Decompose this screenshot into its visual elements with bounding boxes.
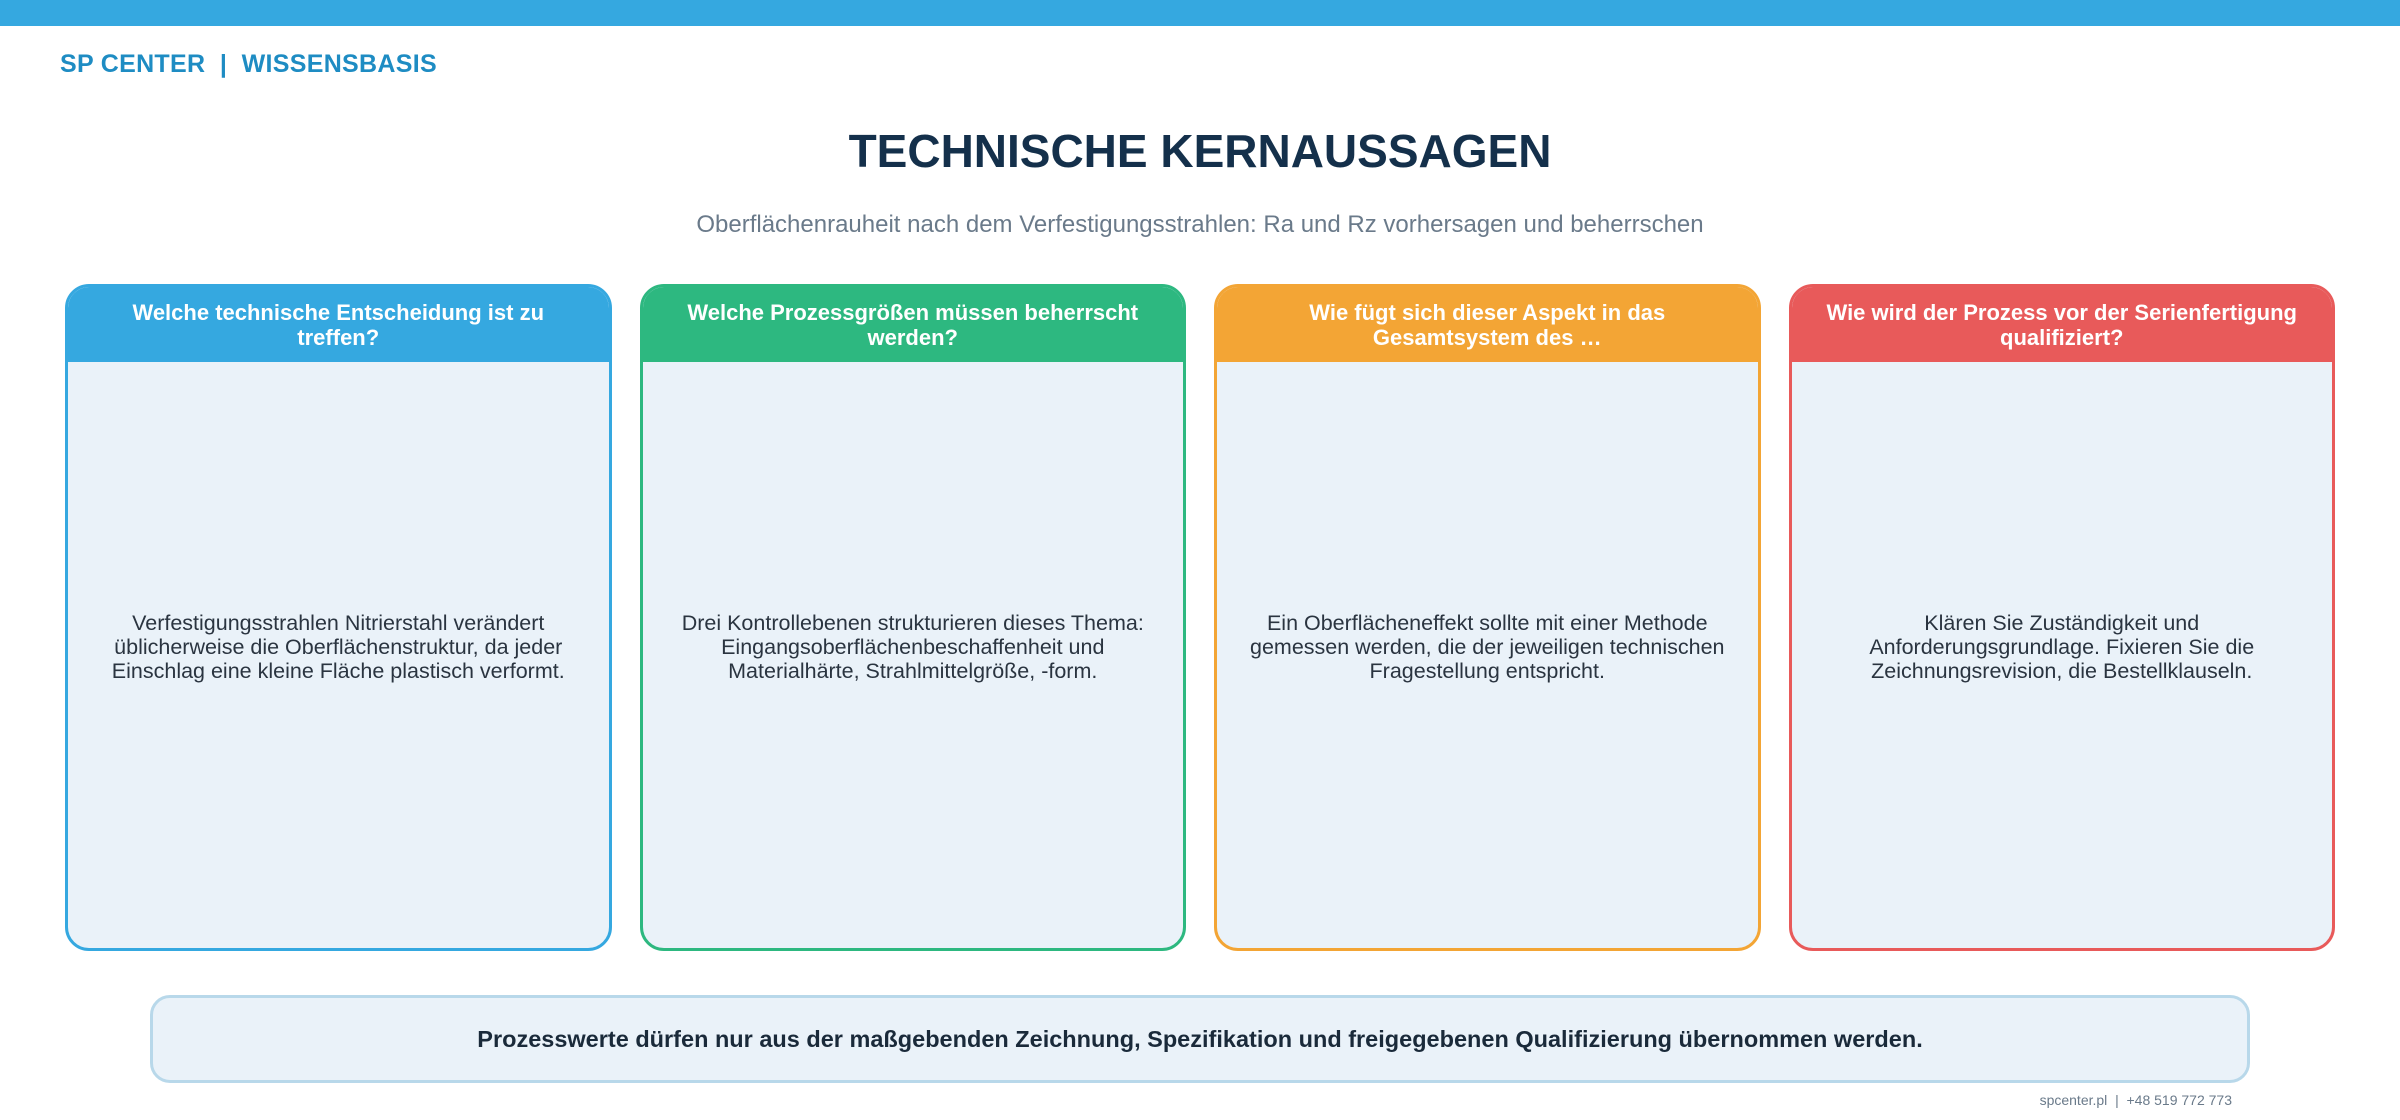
card-technical-decision (65, 284, 612, 951)
brand-header (60, 50, 437, 79)
brand-separator: | (219, 50, 228, 78)
brand-section: WISSENSBASIS (241, 50, 437, 78)
card-body: Verfestigungsstrahlen Nitrierstahl verändert üblicherweise die Oberflächenstruktur, da jeder Einschlag eine kleine Fläche plastisch verformt. (111, 611, 565, 683)
footer (0, 1092, 2232, 1108)
top-accent-bar (0, 0, 2400, 26)
card-qualification (1789, 284, 2336, 951)
card-header: Welche Prozessgrößen müssen beherrscht werden? (643, 287, 1184, 362)
note-box (150, 995, 2250, 1083)
footer-separator: | (2115, 1092, 2119, 1108)
page-title: TECHNISCHE KERNAUSSAGEN (848, 125, 1552, 177)
card-overall-system (1214, 284, 1761, 951)
card-header: Wie fügt sich dieser Aspekt in das Gesamtsystem des … (1217, 287, 1758, 362)
brand-name: SP CENTER (60, 50, 206, 78)
card-process-variables (640, 284, 1187, 951)
card-body: Drei Kontrollebenen strukturieren dieses Thema: Eingangsoberflächenbeschaffenheit und Materialhärte, Strahlmittelgröße, -form. (681, 611, 1144, 683)
footer-phone: +48 519 772 773 (2126, 1092, 2232, 1108)
card-header: Wie wird der Prozess vor der Serienfertigung qualifiziert? (1792, 287, 2333, 362)
card-header: Welche technische Entscheidung ist zu treffen? (68, 287, 609, 362)
page-subtitle: Oberflächenrauheit nach dem Verfestigungsstrahlen: Ra und Rz vorhersagen und beherrschen (696, 211, 1704, 238)
card-body: Ein Oberflächeneffekt sollte mit einer Methode gemessen werden, die der jeweiligen technischen Fragestellung entspricht. (1250, 611, 1725, 683)
note-text: Prozesswerte dürfen nur aus der maßgebenden Zeichnung, Spezifikation und freigegebenen Qualifizierung übernommen werden. (477, 1025, 1923, 1052)
card-body: Klären Sie Zuständigkeit und Anforderungsgrundlage. Fixieren Sie die Zeichnungsrevision, die Bestellklauseln. (1869, 611, 2255, 683)
footer-website: spcenter.pl (2039, 1092, 2108, 1108)
cards-row (65, 284, 2335, 951)
